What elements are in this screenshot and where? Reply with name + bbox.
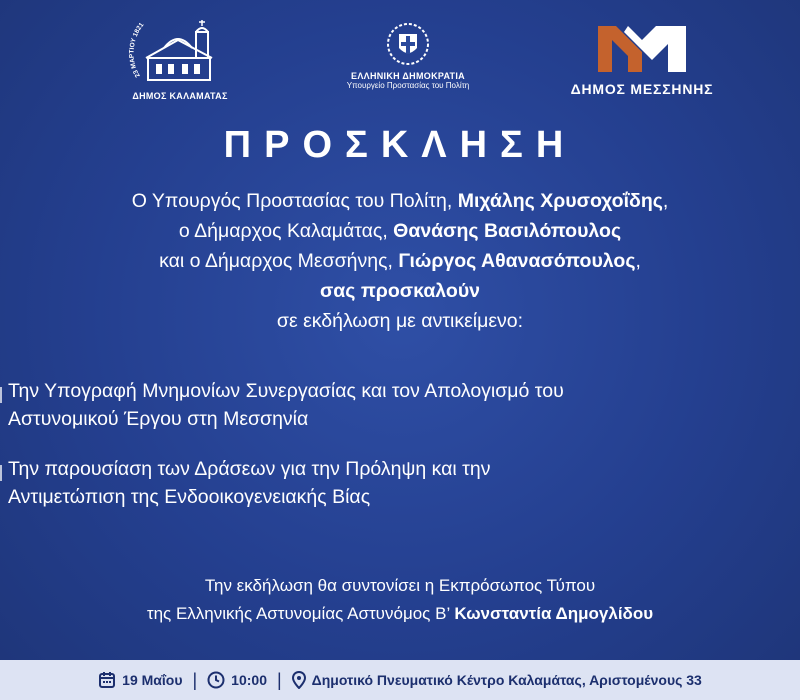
intro-line-2: ο Δήμαρχος Καλαμάτας, Θανάσης Βασιλόπουλος (178, 220, 622, 242)
intro-line-4: σας προσκαλούν (319, 280, 481, 302)
location-pin-icon (292, 671, 306, 689)
logos-bar (0, 16, 800, 106)
ministry-line1: ΕΛΛΗΝΙΚΗ ΔΗΜΟΚΡΑΤΙΑ (351, 71, 465, 81)
kalamata-mayor-name: Θανάσης Βασιλόπουλος (393, 220, 622, 242)
coordinator-name: Κωνσταντία Δημογλίδου (454, 604, 654, 623)
messini-name: ΔΗΜΟΣ ΜΕΣΣΗΝΗΣ (570, 81, 714, 97)
bullet-mark (0, 387, 6, 403)
ministry-logo (318, 22, 498, 90)
ministry-line2: Υπουργείο Προστασίας του Πολίτη (346, 81, 470, 90)
kalamata-logo (126, 16, 234, 101)
event-info-bar (0, 660, 800, 700)
kalamata-arc-text: 23 ΜΑΡΤΙΟΥ 1821 (128, 21, 146, 79)
kalamata-name: ΔΗΜΟΣ ΚΑΛΑΜΑΤΑΣ (132, 91, 228, 101)
greek-emblem-icon (386, 22, 430, 66)
intro-text (0, 186, 800, 336)
intro-line-3: και ο Δήμαρχος Μεσσήνης, Γιώργος Αθανασόπουλος, (159, 250, 641, 272)
bullet-mark (0, 465, 6, 481)
minister-name: Μιχάλης Χρυσοχοΐδης (457, 190, 663, 212)
topic-item: Την παρουσίαση των Δράσεων για την Πρόληψη και την Αντιμετώπιση της Ενδοοικογενειακής Βίας (8, 455, 788, 511)
event-location: Δημοτικό Πνευματικό Κέντρο Καλαμάτας, Αριστομένους 33 (292, 671, 702, 689)
calendar-icon (98, 671, 116, 689)
church-icon (126, 16, 234, 86)
intro-line-5: σε εκδήλωση με αντικείμενο: (276, 310, 524, 332)
divider: | (276, 669, 282, 690)
intro-line-1: Ο Υπουργός Προστασίας του Πολίτη, Μιχάλης Χρυσοχοΐδης, (131, 190, 669, 212)
messini-mayor-name: Γιώργος Αθανασόπουλος (398, 250, 636, 272)
event-date: 19 Μαΐου (98, 671, 182, 689)
topic-item: Την Υπογραφή Μνημονίων Συνεργασίας και τον Απολογισμό του Αστυνομικού Έργου στη Μεσσηνία (8, 377, 788, 433)
svg-text:23 ΜΑΡΤΙΟΥ 1821 (129, 21, 146, 78)
clock-icon (207, 671, 225, 689)
coordinator-text: Την εκδήλωση θα συντονίσει η Εκπρόσωπος Τύπου της Ελληνικής Αστυνομίας Αστυνόμος Β’ Κωνσταντία Δημογλίδου (146, 576, 654, 623)
messini-m-icon (594, 22, 690, 74)
messini-logo (552, 22, 732, 97)
event-time: 10:00 (207, 671, 267, 689)
divider: | (192, 669, 198, 690)
page-title: ΠΡΟΣΚΛΗΣΗ (223, 124, 577, 166)
